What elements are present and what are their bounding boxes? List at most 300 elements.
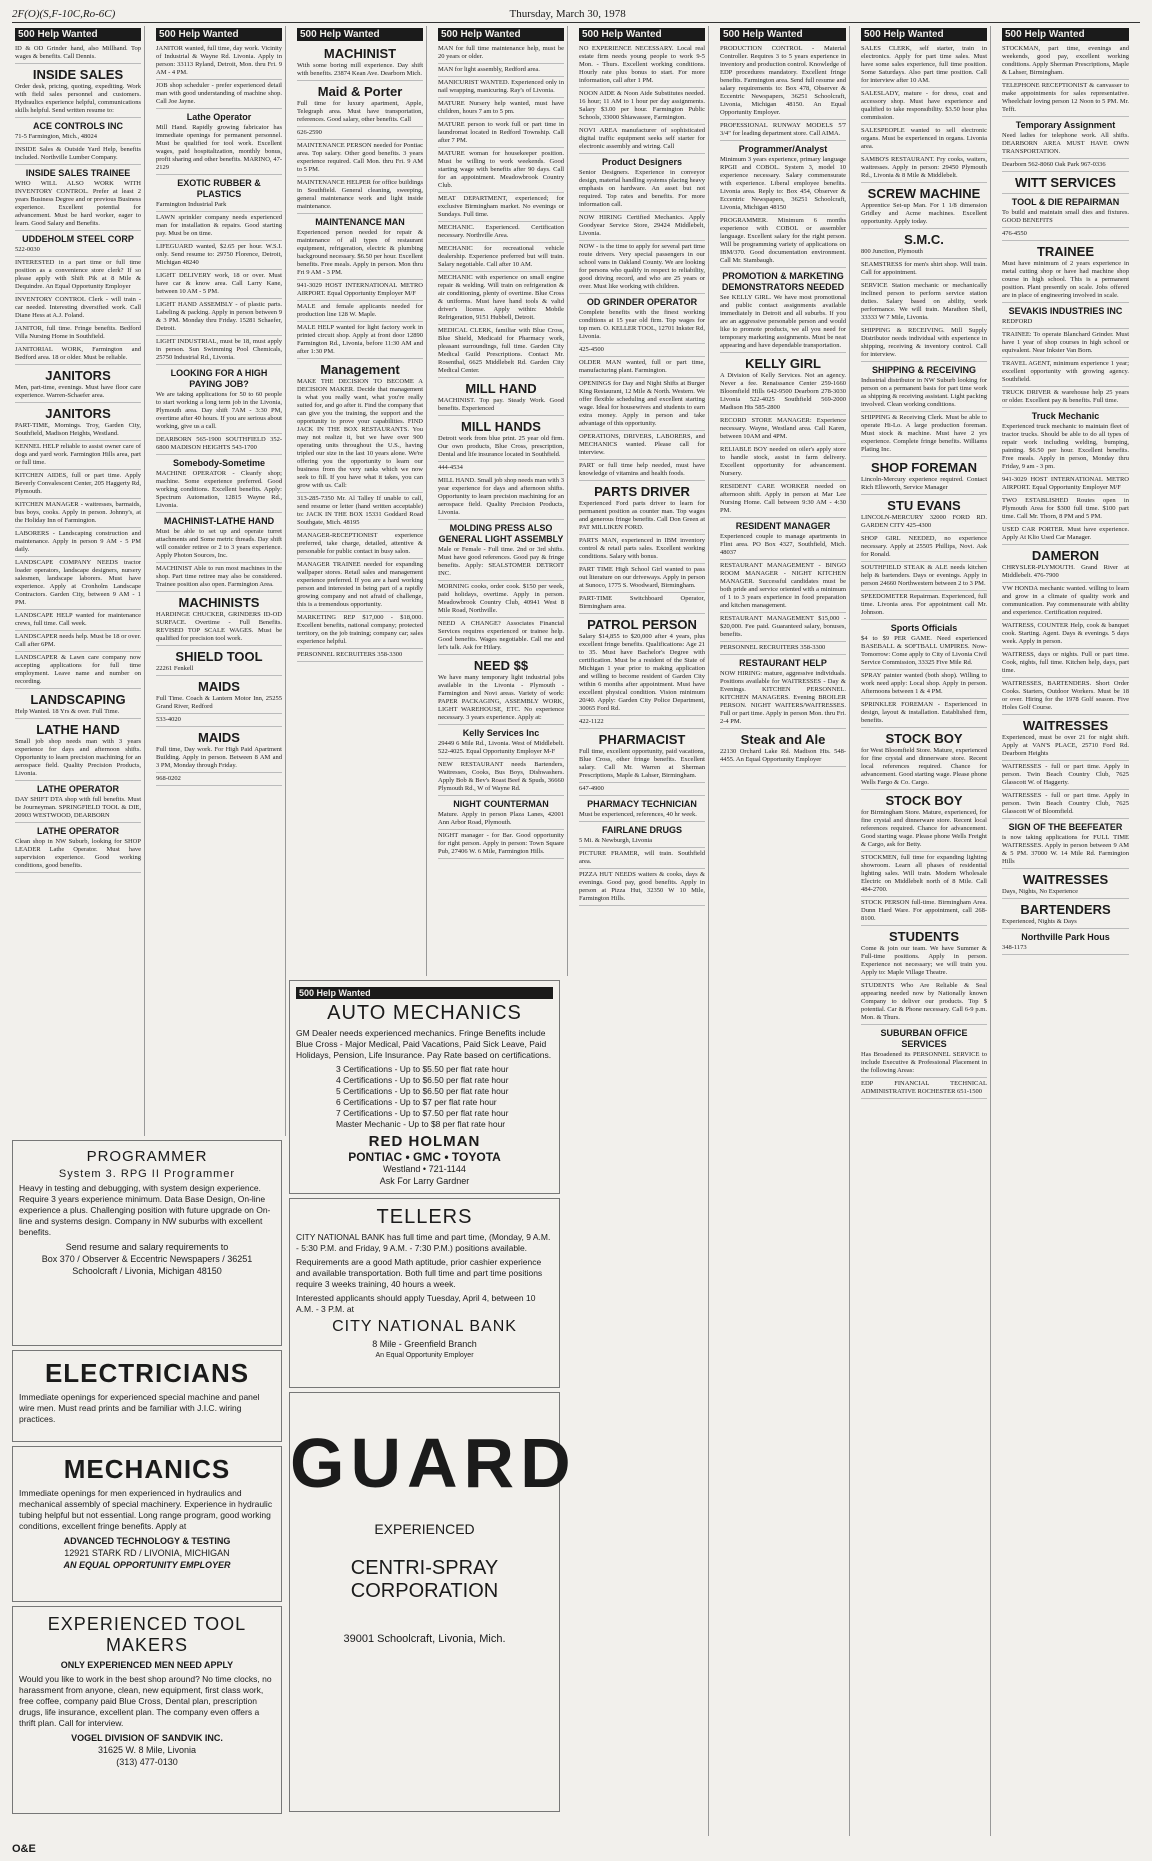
ad-body: Immediate openings for experienced special machine and panel wire men. Must read prints and be familiar with J.I.C. wiring practices. [19,1392,260,1424]
ad-text: Industrial distributor in NW Suburb looking for person on a permanent basis for part time work as shipping & receiving assistant. Light packing involved. Clean working conditions. [861,377,987,408]
ad-text: 5 Mi. & Newburgh, Livonia [579,837,653,844]
ad-text: Complete benefits with the finest working conditions at 15 year old firm. Top wages for top men. O. KELLER TOOL, 12701 Inkster Rd, Livonia. [579,309,705,340]
classified-ad [720,43,846,120]
classified-ad [720,729,846,767]
ad-text: MAINTENANCE HELPER for office buildings in Southfield. General cleaning, sweeping, general maintenance work and light inside maintenance. [297,179,423,210]
ad-headline: MAIDS [198,730,240,745]
ad-text: MEAT DEPARTMENT, experienced; for exclusive Birmingham market. No evenings or Sundays. Full time. [438,195,564,218]
classified-ad [1002,819,1129,869]
ad-text: LANDSCAPE COMPANY NEEDS tractor loader operators, landscape designers, nursery salesmen, landscape laborers. Must have experience. Apply at Cronholm Landscape Contractors. Garden City, between 9 AM - 1 PM. [15,559,141,606]
ad-text: Farmington Industrial Park [156,201,227,208]
ad-text: LIGHT HAND ASSEMBLY - of plastic parts. Labeling & packing. Apply in person between 9 & 3 PM. Monday thru Friday. 15281 Schaefer, Detroit. [156,301,282,332]
ad-headline: BARTENDERS [1020,902,1111,917]
classified-ad [15,165,141,231]
ad-headline: PHARMACY TECHNICIAN [587,799,697,809]
classified-ad [15,470,141,499]
dealer-place: Westland • 721-1144 [383,1164,466,1174]
ad-text: NOVI AREA manufacturer of sophisticated digital traffic equipment seeks self starter for electronic assembly and wiring. Call [579,127,705,150]
ad-text: ID & OD Grinder hand, also Millhand. Top wages & benefits. Call Dennis. [15,45,141,60]
classified-ad [861,183,987,229]
ad-text: for West Bloomfield Store. Mature, experienced for fine crystal and dinnerware store. Recent local references required. Chance for advancement. Good starting wage. Please phone Wells Fargo & Co. Cargo. [861,747,987,786]
classified-ad [438,759,564,796]
classified-ad [861,728,987,790]
ad-text: PERSONNEL RECRUITERS 358-3300 [297,651,403,658]
classified-ad [15,557,141,610]
classified-ad [297,322,423,359]
ad-address: 31625 W. 8 Mile, Livonia [97,1745,197,1755]
classified-ad [861,362,987,412]
classified-ad [720,444,846,481]
ad-text: Full Time. Coach & Lantern Motor Inn, 25255 Grand River, Redford [156,695,282,710]
classified-ad [1002,899,1129,929]
ad-text: PERSONNEL RECRUITERS 358-3300 [720,644,826,651]
ad-text: Experienced truck mechanic to maintain fleet of tractor trucks. Should be able to do all types of repair work including welding, bumping, painting. $6.50 per hour. Excellent benefits. Free meals. Apply in person, Monday thru Friday, 9 am - 3 pm. [1002,423,1129,470]
ad-headline: NEED $$ [473,658,529,673]
classified-ad [438,378,564,416]
ad-text: We have many temporary light industrial jobs available in the Livonia - Plymouth - Farmington and Novi areas. Variety of work: PAPER PACKAGING, ASSEMBLY WORK, LIGHT WAREHOUSE, ETC. No experience necessary. 3 years experience. Apply at: [438,674,564,721]
classified-ad [1002,241,1129,303]
classified-ad [861,852,987,897]
ad-text: 626-2590 [297,129,322,136]
ad-text: Minimum 3 years experience, primary language RPGII and COBOL. System 3, model 10 experience necessary. Salary commensurate with experience. Liberal employee benefits. Livonia area. Reply to: Box 454, Observer & Eccentric Newspapers, 36251 Schoolcraft, Livonia, Michigan 48150 [720,156,846,211]
ad-text: SALES CLERK, self starter, train in electronics. Apply for part time sales. Must have some sales experience, full time position. Some Saturdays. Also part time position. Call for interview after 10 AM. [861,45,987,84]
classified-ad [15,323,141,344]
ad-text: 348-1173 [1002,944,1027,951]
ad-text: $4 to $9 PER GAME. Need experienced BASEBALL & SOFTBALL UMPIRES. Now-Tomorrow: Come apply to City of Livonia Civil Service Commission, 33325 Five Mile Rd. [861,635,987,666]
ad-subtitle: EXPERIENCED [374,1521,475,1537]
classified-ad [15,257,141,294]
ad-text: MORNING cooks, order cook. $150 per week, paid holidays, overtime. Apply in person. Meadowbrook Country Club, 40941 West 8 Mile Road, Northville. [438,583,564,614]
classified-ad [1002,159,1129,172]
ad-body-3: Interested applicants should apply Tuesday, April 4, between 10 A.M. - 3 P.M. at [296,1293,536,1314]
ad-text: VW HONDA mechanic wanted. willing to learn and grow in a climate of quality work and communication. Pay commensurate with ability and experience. Certification required. [1002,585,1129,616]
classified-ad [156,299,282,336]
ad-text: RESTAURANT MANAGEMENT $15,000 - $20,000. Fee paid. Guaranteed salary, bonuses, benefits. [720,615,846,638]
classified-ad [1002,649,1129,678]
ad-text: LIGHT INDUSTRIAL, must be 18, must apply in person. Sun Swimming Pool Chemicals, 25750 Industrial Rd., Livonia. [156,338,282,361]
ad-text: 22130 Orchard Lake Rd. Madison Hts. 548-4455. An Equal Opportunity Employer [720,748,846,763]
ad-body-2: Requirements are a good Math aptitude, prior cashier experience and available transportation. Both full time and part time positions require 3 weeks training, 40 hours a week. [296,1257,543,1289]
classified-ad [1002,387,1129,408]
ad-headline: EXOTIC RUBBER & PLASTICS [177,178,261,199]
classified-ad [861,88,987,125]
classified-ad [1002,194,1129,228]
classified-ad [438,325,564,378]
ad-headline: DAMERON [1031,548,1100,563]
classified-ad [156,455,282,513]
ad-text: MAKE THE DECISION TO BECOME A DECISION MAKER. Decide that management is what you really want, what you're really suited for, and go after it. Find the company that can give you the training, the support and the opportunity to prove your capabilities. FIND JACK IN THE BOX RESTAURANTS. You may not realize it, but we have over 900 operating units throughout the U.S., having tripled our size in the last 10 years alone. We're offering you the opportunity to learn our business from the very ranks which we now seek to fill. If you have what it takes, you can grow with us. Call: [297,378,423,489]
rate-item: 4 Certifications - Up to $6.50 per flat rate hour [336,1075,509,1085]
ad-text: RESIDENT CARE WORKER needed on afternoon shift. Apply in person at Mar Lee Nursing Home. Call between 9:30 AM - 4:30 PM. [720,483,846,514]
classified-ad [15,781,141,823]
ad-text: SHIPPING & RECEIVING. Mill Supply Distributor needs individual with experience in shipping, receiving & inventory control. Call for interview. [861,327,987,358]
classified-ad [156,43,282,80]
classified-ad [579,43,705,88]
classified-ad [720,642,846,655]
ad-headline: RESTAURANT HELP [739,658,827,668]
ad-headline: KELLY GIRL [745,356,821,371]
ad-text: SPRINKLER FOREMAN - Experienced in design, layout & installation. Established firm, benefits. [861,701,987,724]
ad-text: 444-4534 [438,464,463,471]
ad-text: INVENTORY CONTROL Clerk - will train - car needed. Interesting diversified work. Call Diane Hess at A.J. Foland. [15,296,141,319]
classified-ad [579,241,705,294]
ad-text: is now taking applications for FULL TIME WAITRESSES. Apply in person between 9 AM & 5 PM. 37000 W. 14 Mile Rd. Farmington Hills [1002,834,1129,865]
classified-ad [438,796,564,830]
ad-text: Experienced, must be over 21 for night shift. Apply at VAN'S PLACE, 25710 Ford Rd. Dearborn Heights [1002,734,1129,757]
ad-text: TRUCK DRIVER & warehouse help 25 years or older. Excellent pay & benefits. Full time. [1002,389,1129,404]
section-header: 500 Help Wanted [861,28,987,41]
ad-text: Full time for luxury apartment, Apple, Telegraph area. Must have transportation, references. Good salary, other benefits. Call [297,100,423,123]
classified-ad [438,581,564,618]
classified-ad [1002,117,1129,159]
dealer-brands: PONTIAC • GMC • TOYOTA [348,1150,501,1164]
classified-ad [15,610,141,631]
classified-ad [861,670,987,699]
classified-ad [438,193,564,222]
classified-ad [156,241,282,270]
classified-ad [15,719,141,781]
ad-text: PART TIME High School Girl wanted to pass out literature on our driveways. Apply in person at Sunoco, 1775 S. Woodward, Birmingham. [579,566,705,589]
ad-text: Clean shop in NW Suburb, looking for SHOP LEADER Lathe Operator. Must have supervision experience. Good working conditions, good benefits. [15,838,141,869]
ad-text: A Division of Kelly Services. Not an agency. Never a fee. Renaissance Center 259-1660 Bloomfield Hills 642-9500 Dearborn 278-3030 Livonia 522-4025 Southfield 569-2000 Madison Hts 585-2800 [720,372,846,411]
classified-ad [156,365,282,434]
classified-ad [297,280,423,301]
ad-text: PIZZA HUT NEEDS waiters & cooks, days & evenings. Good pay, good benefits. Apply in person at Pizza Hut, 32350 W 10 Mile, Farmington Hills. [579,871,705,902]
ad-text: Must be able to set up and operate turret attachments and Some metric threads. Day shift will consider retiree or 2 to 3 years experience. Apply Photon Sources, Inc. [156,528,282,559]
ad-body: GM Dealer needs experienced mechanics. Fringe Benefits include Blue Cross - Major Medical, Paid Vacations, Paid Sick Leave, Paid Holidays, Pension, Life Insurance. Pay Rate based on certifications. [296,1028,552,1060]
ad-text: NOW HIRING Certified Mechanics. Apply Goodyear Service Store, 29424 Middlebelt, Livonia. [579,214,705,237]
ad-text: MALE and female applicants needed for production line 128 W. Maple. [297,303,423,318]
classified-ad [156,80,282,109]
ad-headline: ACE CONTROLS INC [33,121,123,131]
section-header: 500 Help Wanted [156,28,282,41]
classified-ad [579,125,705,154]
ad-text: RELIABLE BOY needed on oiler's apply store to handle stock, assist in farm delivery. Excellent opportunity for advancement. Nursery. [720,446,846,477]
classified-ad [861,591,987,620]
section-header: 500 Help Wanted [1002,28,1129,41]
ad-text: LINCOLN-MERCURY 32000 FORD RD. GARDEN CITY 425-4300 [861,514,987,529]
classified-ad [579,88,705,125]
ad-text: KITCHEN MANAGER - waitresses, barmaids, bus boys, cooks. Apply in person. Johnny's, at the Holiday Inn of Farmington. [15,501,141,524]
ad-text: TWO ESTABLISHED Routes open in Plymouth Area for $300 full time. $100 part time. Call Mr. Thorn, 8 PM and 5 PM. [1002,497,1129,520]
ad-headline: JANITORS [45,406,111,421]
ad-text: KENNEL HELP reliable to assist owner care of dogs and yard work. Farmington Hills area, part or full time. [15,443,141,466]
classified-ad [156,592,282,646]
classified-ad [1002,495,1129,524]
classified-ad [297,493,423,530]
classified-ad [15,652,141,689]
column-7 [858,26,991,1836]
ad-company: VOGEL DIVISION OF SANDVIK INC. [71,1733,223,1743]
rate-item: 6 Certifications - Up to $7 per flat rate hour [336,1097,497,1107]
ad-headline: SHIPPING & RECEIVING [871,365,977,375]
ad-text: 71-5 Farmington, Mich., 48024 [15,133,97,140]
classified-ad [579,357,705,378]
ad-text: KITCHEN AIDES, full or part time. Apply Beverly Convalescent Center, 205 Haggerty Rd, Plymouth. [15,472,141,495]
ad-headline: Truck Mechanic [1031,411,1100,421]
ad-headline: FAIRLANE DRUGS [601,825,682,835]
classified-ad [156,270,282,299]
ad-headline: Somebody-Sometime [172,458,266,468]
classified-ad [156,513,282,563]
ad-text: PROGRAMMER. Minimum 6 months experience with COBOL or assembler language. Excellent salary for the right person. Will be programming variety of applications on IBM/370. Good documentation environment. Call Mr. Stambaugh. [720,217,846,264]
programmer-ad [12,1140,282,1346]
ad-text: SHIPPING & Receiving Clerk. Must be able to operate Hi-Lo. A large production foreman. Must stock & machine. Must have 2 yrs experience. Complete fringe benefits. Williams Plating Inc. [861,414,987,453]
ad-text: TRAINEE: To operate Blanchard Grinder. Must have 1 year of shop courses in high school or equivalent. Near Inkster Van Born. [1002,331,1129,354]
masthead [12,6,1140,23]
ad-headline: TRAINEE [1036,244,1095,259]
ad-text: SERVICE Station mechanic or mechanically inclined person to perform service station duties. Salary based on ability, work performance. We will train. Marathon Shell, 33333 W 7 Mile, Livonia. [861,282,987,321]
classified-ad [297,140,423,177]
ad-body: CITY NATIONAL BANK has full time and part time, (Monday, 9 A.M. - 5:30 P.M. and Friday, 9 A.M. - 7:30 P.M.) positions available. [296,1232,551,1253]
ad-text: LIFEGUARD wanted, $2.65 per hour. W.S.I. only. Send resume to: 29750 Florence, Detroit, Michigan 48240 [156,243,282,266]
ad-text: MANAGER-RECEPTIONIST experience preferred, take charge, detailed, attentive & personable for public contact in busy salon. [297,532,423,555]
ad-text: WAITRESSES - full or part time. Apply in person. Twin Beach Country Club, 7625 Glasscott W of Bloomfield. [1002,792,1129,815]
ad-text: Apprentice Set-up Man. For 1 1/8 dimension Gridley and Acme machines. Excellent opportunity. Apply today. [861,202,987,225]
classified-ad [297,559,423,612]
ad-text: SAMBO'S RESTAURANT. Fry cooks, waiters, waitresses. Apply in person: 29450 Plymouth Rd., Livonia & 8 Mile & Middlebelt. [861,156,987,179]
ad-title: ELECTRICIANS [44,1358,250,1388]
edition-code: 2F(O)(S,F-10C,Ro-6C) [12,8,116,20]
classified-ad [297,177,423,214]
ad-text: To build and maintain small dies and fixtures. GOOD BENEFITS [1002,209,1129,224]
auto-mechanics-ad [289,980,560,1194]
column-8 [999,26,1132,1836]
classified-ad [861,229,987,259]
ad-headline: SHIELD TOOL [175,649,263,664]
classified-ad [297,359,423,493]
classified-ad [579,869,705,906]
ad-text: SPEEDOMETER Repairman. Experienced, full time. Livonia area. For appointment call Mr. Johnson. [861,593,987,616]
guard-ad [289,1392,577,1812]
ad-text: for Birmingham Store. Mature, experienced, for fine crystal and dinnerware store. Recent local references required. Chance for advancement. Good starting wage. Please phone Wells Freight & Cargo, ask for Betty. [861,809,987,848]
classified-ad [861,325,987,362]
ad-text: MALE HELP wanted for light factory work in printed circuit shop. Apply at front door 12890 Farmington Rd., Livonia, before 11:30 AM and after 1:30 PM. [297,324,423,355]
ad-text: NEW RESTAURANT needs Bartenders, Waitresses, Cooks, Bus Boys, Dishwashers. Apply Bob & Bev's Roast Beef & Spuds, 36660 Plymouth Rd., W of Wayne Rd. [438,761,564,792]
classified-ad [156,175,282,212]
classified-ad [156,727,282,773]
ad-text: We are taking applications for 50 to 60 people to start working a long term job in the Livonia, Plymouth area. Day shift 7AM - 3:30 PM, overtime after 40 hours. If you are serious about working, give us a call. [156,391,282,430]
ad-headline: MACHINIST-LATHE HAND [163,516,275,526]
ad-text: SOUTHFIELD STEAK & ALE needs kitchen help & bartenders. Days or evenings. Apply in person 24660 Northwestern between 2 to 3 PM. [861,564,987,587]
ad-resume-note: Send resume and salary requirements to [65,1242,229,1252]
classified-ad [1002,678,1129,715]
ad-text: 422-1122 [579,718,604,725]
classified-ad [297,301,423,322]
classified-ad [861,533,987,562]
ad-headline: SHOP FOREMAN [871,460,977,475]
classified-ad [297,530,423,559]
classified-ad [579,378,705,431]
classified-ad [861,259,987,280]
ad-headline: S.M.C. [904,232,944,247]
ad-subtitle: ONLY EXPERIENCED MEN NEED APPLY [60,1660,234,1670]
ad-text: MECHANIC. Experienced. Certification necessary. Northville Area. [438,224,564,239]
ad-text: EDP FINANCIAL TECHNICAL ADMINISTRATIVE ROCHESTER 651-1500 [861,1080,987,1095]
ad-text: 800 Junction, Plymouth [861,248,923,255]
ad-text: JANITORIAL WORK, Farmington and Bedford area. 18 or older. Must be reliable. [15,346,141,361]
ad-headline: STOCK BOY [885,731,963,746]
ad-text: NO EXPERIENCE NECESSARY. Local real estate firm needs young people to work 9-5 Mon. - Thurs. Excellent working conditions. Hourly rate plus bonus to start. For more information, call after 1 PM. [579,45,705,84]
classified-ad [297,81,423,127]
electricians-ad [12,1350,282,1442]
classified-ad [861,412,987,457]
classified-ad [579,481,705,535]
classified-ad [156,336,282,365]
ad-text: STOCKMEN, full time for expanding lighting showroom. Learn all phases of residential lighting sales. Will train. Modern Wholesale Electric on Middlebelt north of 8 Mile. Call 484-2700. [861,854,987,893]
classified-ad [438,475,564,520]
ad-title: AUTO MECHANICS [327,1002,522,1024]
ad-text: INSIDE Sales & Outside Yard Help, benefits included. Northville Lumber Company. [15,146,141,161]
ad-headline: PARTS DRIVER [594,484,690,499]
ad-text: MEDICAL CLERK, familiar with Blue Cross, Blue Shield, Medicaid for Pharmacy work, pleasant surroundings, full time. Garden City Medical Guild Prescriptions. Contact Mr. Rosenthal, 6625 Middlebelt Rd. Garden City Medical Center. [438,327,564,374]
rate-item: 5 Certifications - Up to $6.50 per flat rate hour [336,1086,509,1096]
ad-text: JANITOR wanted, full time, day work. Vicinity of Industrial & Wayne Rd. Livonia. Apply in person: 33113 Ryland, Detroit, Mon. thru Fri. 9 AM - 4 PM. [156,45,282,76]
section-header: 500 Help Wanted [15,28,141,41]
classified-ad [720,481,846,518]
ad-text: STOCKMAN, part time, evenings and weekends, good pay, excellent working conditions. Apply Sherman Prescriptions, Maple & Lahser, Birmingham. [1002,45,1129,76]
classified-ad [1002,358,1129,387]
classified-ad [156,676,282,714]
classified-ad [1002,524,1129,545]
ad-text: Lincoln-Mercury experience required. Contact Rich Ellsworth, Service Manager [861,476,987,491]
classified-ad [1002,715,1129,761]
ad-text: PART-TIME, Mornings. Troy, Garden City, Southfield, Madison Heights, Westland. [15,422,141,437]
ad-text: Order desk, pricing, quoting, expediting. Work with field sales personnel and customers. Hydraulics experience helpful, communications skills helpful. Send written resume to: [15,83,141,114]
classified-ad [720,655,846,729]
classified-ad [156,434,282,455]
ad-text: SALESLADY, mature - for dress, coat and accessory shop. Must have experience and qualified to take responsibility. $3.50 hour plus commission. [861,90,987,121]
classified-ad [438,830,564,859]
classified-ad [438,725,564,759]
ad-headline: STOCK BOY [885,793,963,808]
ad-headline: JANITORS [45,368,111,383]
ad-company-line-2: CORPORATION [350,1580,499,1602]
classified-ad [579,822,705,848]
ad-text: SALESPEOPLE wanted to sell electronic organs. Must be experienced in organs. Livonia area. [861,127,987,150]
ad-text: HARDINGE CHUCKER, GRINDERS ID-OD SURFACE. Overtime - Full Benefits. REVISED TOP SCALE WAGES. Must be qualified for precision tool work. [156,611,282,642]
ad-headline: MAINTENANCE MAN [315,217,405,227]
classified-ad [1002,80,1129,117]
section-header: 500 Help Wanted [579,28,705,41]
classified-ad [156,212,282,241]
ad-headline: RESIDENT MANAGER [735,521,831,531]
classified-ad [1002,329,1129,358]
ad-headline: STUDENTS [888,929,960,944]
ad-text: OLDER MAN wanted, full or part time, manufacturing plant. Farmington. [579,359,705,374]
classified-ad [438,618,564,655]
classified-ad [15,64,141,118]
ad-text: MANAGER TRAINEE needed for expanding wallpaper stores. Retail sales and management experience preferred. If you are a hard working person and interested in being part of a rapidly growing company and not afraid of challenge, this is a tremendous opportunity. [297,561,423,608]
ad-text: Help Wanted. 18 Yrs & over. Full Time. [15,708,120,715]
ad-headline: SEVAKIS INDUSTRIES INC [1008,306,1123,316]
ad-eoe: AN EQUAL OPPORTUNITY EMPLOYER [63,1560,231,1570]
ad-text: MANICURIST WANTED. Experienced only in nail wrapping, manicuring. Ray's of Livonia. [438,79,564,94]
ad-text: 29449 6 Mile Rd., Livonia. West of Middlebelt. 522-4025. Equal Opportunity Employer M-F [438,740,564,755]
classified-ad [297,127,423,140]
classified-ad [720,268,846,353]
ad-headline: Lathe Operator [186,112,252,122]
ad-text: Dearborn 562-8060 Oak Park 967-0336 [1002,161,1106,168]
ad-body: Heavy in testing and debugging, with system design experience. Require 3 years experience minimum. Data Base Design, On-line experience a plus. Challenging position with future upgrade on On-line and systems design. Company in NW suburbs with excellent benefits. [19,1183,271,1237]
classified-ad [579,716,705,729]
ad-headline: MAIDS [198,679,240,694]
classified-ad [579,212,705,241]
ad-headline: Temporary Assignment [1015,120,1116,130]
ad-text: REDFORD [1002,318,1033,325]
ad-text: MILL HAND. Small job shop needs man with 3 year experience for days and afternoon shifts. Opportunity to learn precision machining for an aerospace field. Quality Precision Products, Livonia. [438,477,564,516]
classified-ad [1002,545,1129,583]
ad-headline: Steak and Ale [740,732,826,747]
section-header: 500 Help Wanted [296,987,553,999]
ad-text: NEED A CHANGE? Associates Financial Services requires experienced or trainee help. Good benefits. Wages negotiable. Call me and let's talk. Ask for Hilary. [438,620,564,651]
ad-headline: Programmer/Analyst [738,144,828,154]
column-4 [435,26,568,976]
classified-ad [438,64,564,77]
ad-text: RESTAURANT MANAGEMENT - BINGO ROOM MANAGER - NIGHT KITCHEN MANAGER. Successful candidates must be both pride and service oriented with a minimum of 1 to 3 years experience in food preparation and kitchen management. [720,562,846,609]
ad-text: 941-3029 HOST INTERNATIONAL METRO AIRPORT. Equal Opportunity Employer M/F [297,282,423,297]
ad-text: MACHINIST Able to run most machines in the shop. Part time retiree may also be considered. Trainee position also open. Farmington Area. [156,565,282,588]
classified-ad [438,77,564,98]
classified-ad [438,272,564,325]
ad-text: 313-285-7350 Mr. Al Talley If unable to call, send resume or letter (hand written acceptable) to: JACK IN THE BOX 15331 Goddard Road Southgate, Mich. 48195 [297,495,423,526]
classified-ad [579,344,705,357]
ad-text: MECHANIC for recreational vehicle dealership. Experience preferred but will train. Salary negotiable. Call after 10 AM. [438,245,564,268]
ad-text: 425-4500 [579,346,604,353]
ad-text: MACHINE OPERATOR - Cleanfy shop; machine. Some experience preferred. Good working conditions. Excellent benefits. Apply: Spectrum Automation, 12815 Wayne Rd., Livonia. [156,470,282,509]
classified-ad [438,462,564,475]
ad-headline: SIGN OF THE BEEFEATER [1008,822,1123,832]
classified-ad [1002,172,1129,194]
classified-ad [861,457,987,495]
classified-ad [720,518,846,560]
ad-eoe: An Equal Opportunity Employer [375,1352,474,1359]
ad-text: MAINTENANCE PERSON needed for Pontiac area. Top salary. Other good benefits. 3 years experience required. Call Mon. thru Fri. 9 AM to 5 PM. [297,142,423,173]
ad-text: NIGHT manager - for Bar. Good opportunity for right person. Apply in person: Town Square Pub, 27406 W. 6 Mile, Farmington Hills. [438,832,564,855]
ad-text: SPRAY painter wanted (both shop). Willing to work need apply: Local shop. Apply in person. Afternoons between 1 & 4 PM. [861,672,987,695]
classified-ad [720,215,846,268]
classified-ad [15,144,141,165]
ad-text: With some boring mill experience. Day shift with benefits. 23874 Kean Ave. Dearborn Mich. [297,62,423,77]
classified-ad [297,649,423,662]
classified-ad [297,43,423,81]
ad-title: GUARD [290,1424,577,1502]
classified-ad [438,119,564,148]
ad-headline: Management [320,362,400,377]
classified-ad [156,109,282,175]
rate-list [296,1064,553,1130]
ad-text: CHRYSLER-PLYMOUTH. Grand River at Middlebelt. 476-7900 [1002,564,1129,579]
classified-ad [15,528,141,557]
classified-ad [438,243,564,272]
ad-text: PICTURE FRAMER, will train. Southfield area. [579,850,705,865]
classified-ad [1002,790,1129,819]
classified-ad [15,631,141,652]
ad-headline: WITT SERVICES [1015,175,1116,190]
ad-headline: OD GRINDER OPERATOR [586,297,698,307]
rate-item: 3 Certifications - Up to $5.50 per flat rate hour [336,1064,509,1074]
ad-text: TRAVEL AGENT, minimum experience 1 year; excellent opportunity with growing agency. Southfield. [1002,360,1129,383]
classified-ad [861,562,987,591]
classified-ad [720,141,846,215]
ad-text: MAN for full time maintenance help, must be 20 years or older. [438,45,564,60]
classified-ad [579,431,705,460]
ad-address: Box 370 / Observer & Eccentric Newspapers / 36251 Schoolcraft / Livonia, Michigan 48150 [41,1254,253,1276]
classified-ad [579,614,705,716]
ad-text: WAITRESSES - full or part time. Apply in person. Twin Beach Country Club, 7625 Glasscott W. of Haggerty. [1002,763,1129,786]
ad-text: Men, part-time, evenings. Must have floor care experience. Warren-Schaefer area. [15,384,141,399]
dealer-name: RED HOLMAN [368,1133,481,1150]
